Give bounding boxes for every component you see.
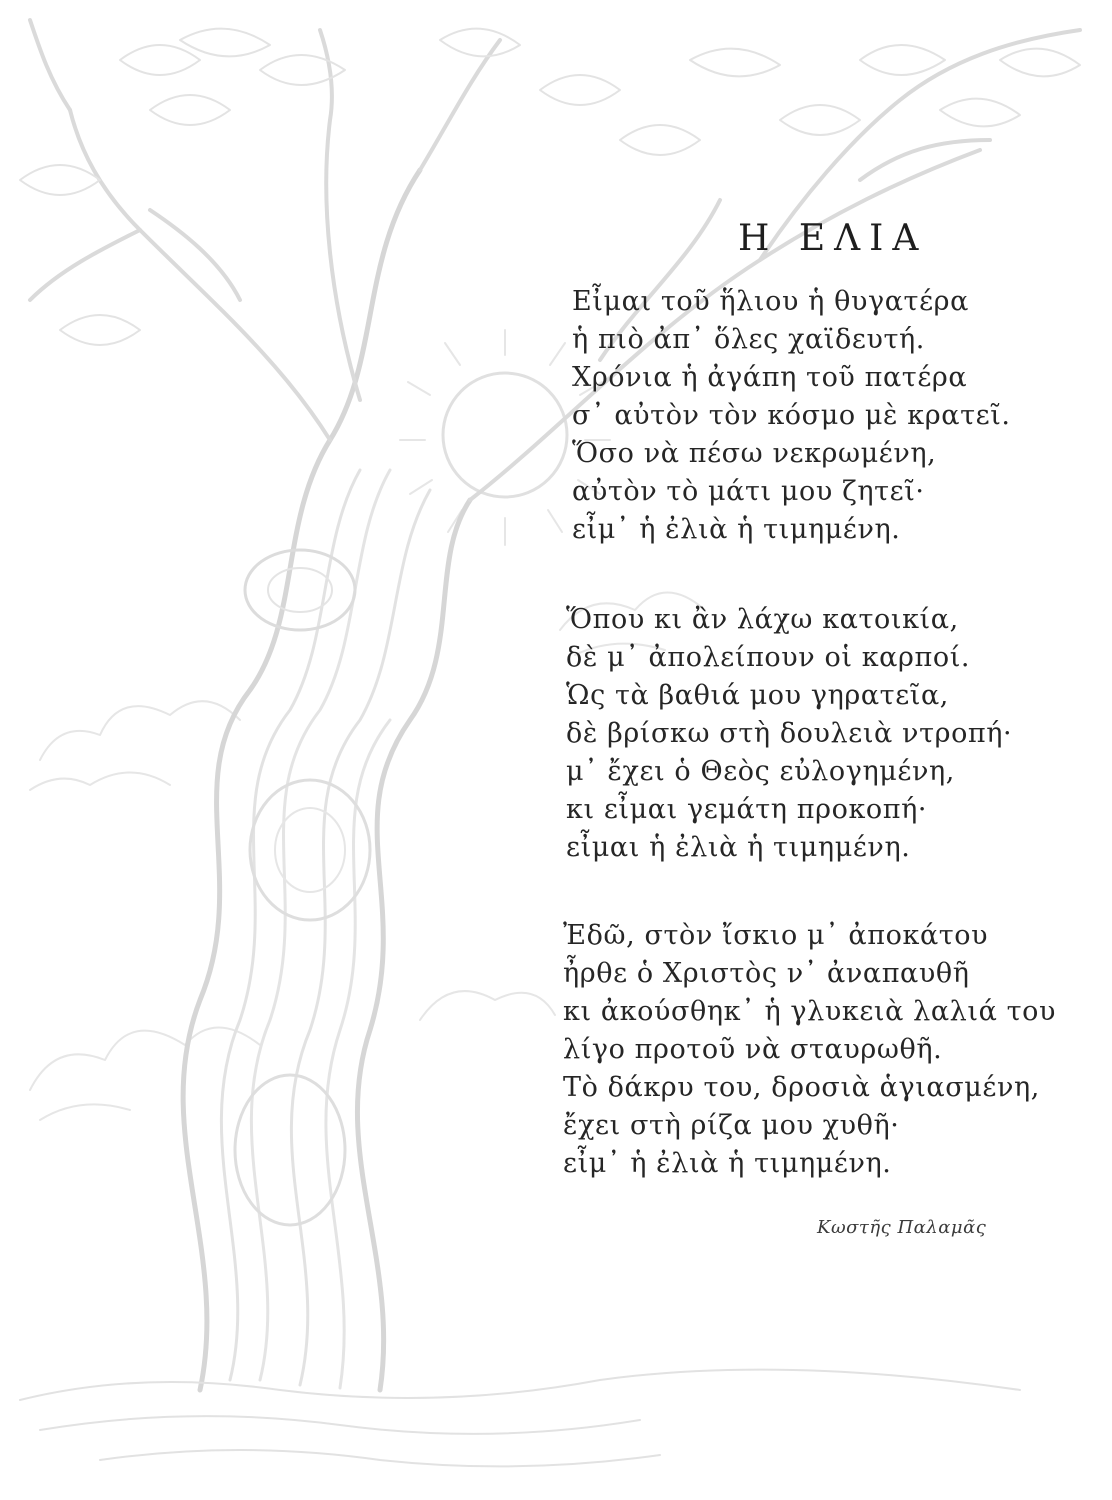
poem-line: Ὡς τὰ βαθιά μου γηρατεῖα, — [566, 680, 949, 711]
poem-line: κι εἶμαι γεμάτη προκοπή· — [566, 794, 928, 825]
poem-line: Εἶμαι τοῦ ἥλιου ἡ θυγατέρα — [572, 286, 969, 317]
poem-line: Ἐδῶ, στὸν ἴσκιο μ᾽ ἀποκάτου — [563, 920, 989, 951]
ground — [20, 1370, 1020, 1467]
poem-line: ἔχει στὴ ρίζα μου χυθῆ· — [563, 1110, 900, 1141]
poem-line: Ὅπου κι ἂν λάχω κατοικία, — [566, 604, 959, 635]
stanza-3 — [563, 917, 1056, 1183]
poem-line: εἶμαι ἡ ἐλιὰ ἡ τιμημένη. — [566, 832, 911, 863]
poem-line: μ᾽ ἔχει ὁ Θεὸς εὐλογημένη, — [566, 756, 955, 787]
poem-line: Τὸ δάκρυ του, δροσιὰ ἁγιασμένη, — [563, 1072, 1040, 1103]
stanza-1 — [572, 283, 1011, 549]
poem-line: δὲ βρίσκω στὴ δουλειὰ ντροπή· — [566, 718, 1013, 749]
poem-line: ἦρθε ὁ Χριστὸς ν᾽ ἀναπαυθῆ — [563, 958, 970, 989]
poem-title: Η ΕΛΙΑ — [738, 218, 928, 259]
poem-line: δὲ μ᾽ ἀπολείπουν οἱ καρποί. — [566, 642, 971, 673]
stanza-2 — [566, 601, 1012, 867]
poem-line: ἡ πιὸ ἀπ᾽ ὅλες χαϊδευτή. — [572, 324, 925, 355]
poem-line: Ὅσο νὰ πέσω νεκρωμένη, — [572, 438, 937, 469]
author-signature: Κωστῆς Παλαμᾶς — [817, 1217, 987, 1238]
poem-line: σ᾽ αὐτὸν τὸν κόσμο μὲ κρατεῖ. — [572, 400, 1011, 431]
poem-line: αὐτὸν τὸ μάτι μου ζητεῖ· — [572, 476, 925, 507]
poem-line: κι ἀκούσθηκ᾽ ἡ γλυκειὰ λαλιά του — [563, 996, 1056, 1027]
poem-line: εἶμ᾽ ἡ ἐλιὰ ἡ τιμημένη. — [563, 1148, 892, 1179]
poem-line: εἶμ᾽ ἡ ἐλιὰ ἡ τιμημένη. — [572, 514, 901, 545]
poem-line: Χρόνια ἡ ἀγάπη τοῦ πατέρα — [572, 362, 968, 393]
tree-trunk — [183, 170, 470, 1390]
poem-line: λίγο προτοῦ νὰ σταυρωθῆ. — [563, 1034, 943, 1065]
